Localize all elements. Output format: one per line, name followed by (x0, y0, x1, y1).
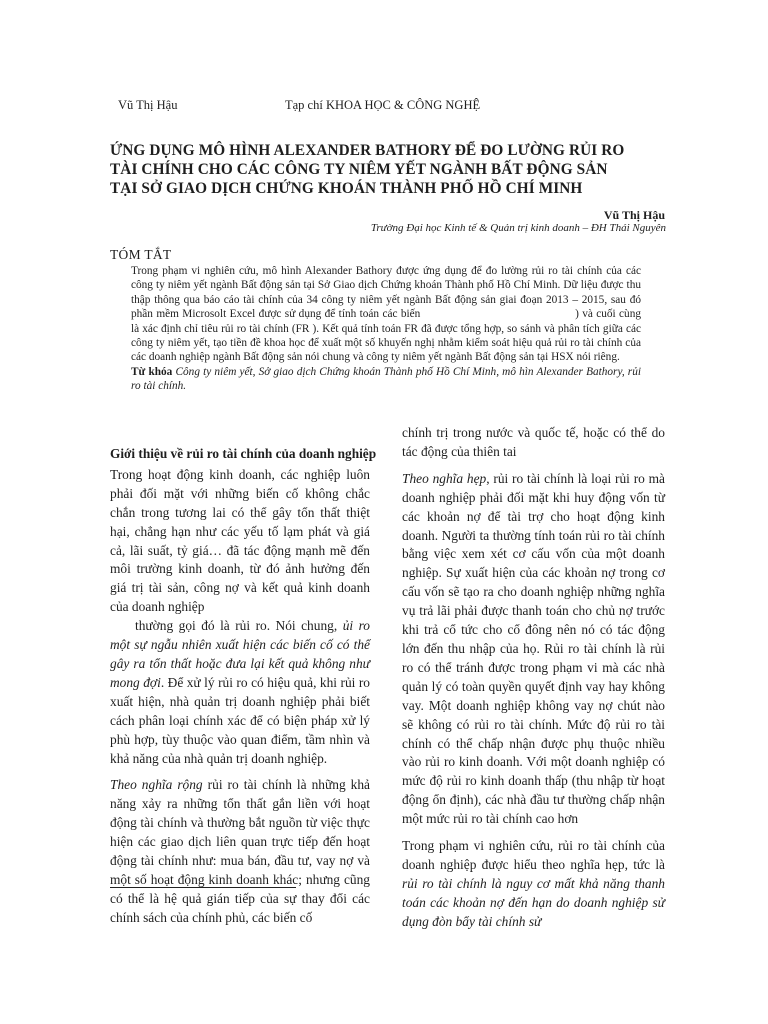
right-p2-italic: Theo nghĩa hẹp (402, 470, 487, 486)
left-column (110, 445, 377, 928)
title-line-1: ỨNG DỤNG MÔ HÌNH ALEXANDER BATHORY ĐỂ ĐO LƯỜNG RỦI RO (110, 142, 625, 159)
title-line-3: TẠI SỞ GIAO DỊCH CHỨNG KHOÁN THÀNH PHỐ HỒ CHÍ MINH (110, 180, 583, 197)
left-p2-text-a: thường gọi đó là rủi ro. Nói chung, (135, 618, 338, 634)
footnote-rule (110, 887, 296, 888)
right-p2-text: , rủi ro tài chính là loại rủi ro mà doanh nghiệp phải đối mặt khi huy động vốn từ các khoản nợ để tài trợ cho hoạt động kinh doanh. Người ta thường tính toán rủi ro tài chính bằng việc xem xét cơ cấu vốn của một doanh nghiệp. Sự xuất hiện của các khoản nợ trong cơ cấu vốn sẽ tạo ra cho doanh nghiệp những nghĩa vụ trả lãi phải được thanh toán cho chủ nợ trước khi trả cổ tức cho cổ đông nên nó có tác động lớn đến thu nhập của họ. Rủi ro tài chính là rủi ro có thể tránh được trong phạm vi mà các nhà quản lý có toàn quyền quyết định vay hay không vay. Một doanh nghiệp không vay nợ chút nào sẽ không có rủi ro tài chính. Mức độ rủi ro tài chính có thể chấp nhận được phụ thuộc nhiều vào rủi ro kinh doanh. Với một doanh nghiệp có mức độ rủi ro kinh doanh thấp (thu nhập từ hoạt động ổn định), các nhà đầu tư thường chấp nhận một mức rủi ro tài chính cao hơn (402, 470, 666, 827)
right-p3-italic: rủi ro tài chính là nguy cơ mất khả năng thanh toán các khoản nợ đến hạn do doanh nghiệp sử dụng đòn bẩy tài chính sử (402, 875, 665, 929)
left-paragraph-2 (110, 617, 370, 768)
left-p3-italic: Theo nghĩa rộng (110, 777, 203, 793)
left-p3-text: rủi ro tài chính là những khả năng xảy ra những tổn thất gắn liền với hoạt động tài chính và thường bắt nguồn từ việc thực hiện các giao dịch liên quan trực tiếp đến hoạt động tài chính như: mua bán, đầu tư, vay nợ và một số hoạt động kinh doanh khác; nhưng cũng có thể là hệ quả gián tiếp của sự thay đổi các chính sách của chính phủ, các biến cố (110, 777, 371, 925)
abstract-heading: TÓM TẮT (110, 247, 172, 262)
left-p2-italic: ủi ro một sự ngẫu nhiên xuất hiện các biến cố có thể gây ra tổn thất hoặc đưa lại kết quả không như mong đợi (110, 618, 370, 690)
abstract-text-b: ) và cuối cùng là xác định chỉ tiêu rủi ro tài chính (FR ). Kết quả tính toán FR đã được tổng hợp, so sánh và phân tích giữa các công ty niêm yết, tạo tiền đề khoa học để xuất một số khuyến nghị nhằm kiểm soát hiệu quả rủi ro tài chính của các doanh nghiệp ngành Bất động sản nói chung và công ty niêm yết ngành Bất động sản tại HSX nói riêng. (131, 308, 642, 364)
right-p3-text: Trong phạm vi nghiên cứu, rủi ro tài chính của doanh nghiệp được hiểu theo nghĩa hẹp, tức là (402, 838, 665, 872)
running-header-author: Vũ Thị Hậu (118, 98, 178, 112)
author-affiliation: Trường Đại học Kinh tế & Quản trị kinh doanh – ĐH Thái Nguyên (370, 222, 666, 234)
keywords-text: Công ty niêm yết, Sở giao dịch Chứng khoán Thành phố Hồ Chí Minh, mô hìn Alexander Bathory, rủi ro tài chính. (131, 365, 641, 393)
paper-title (110, 141, 670, 198)
left-paragraph-1: Trong hoạt động kinh doanh, các nghiệp luôn phải đối mặt với những biến cố không chắc chắn trong tương lai có thể gây tổn thất thiệt hại, chẳng hạn như các yếu tố lạm phát và giá cả, lãi suất, tỷ giá… đã tác động mạnh mẽ đến môi trường kinh doanh, từ đó ảnh hưởng đến giá trị tài sản, công nợ và kết quả kinh doanh của doanh nghiệp (110, 466, 370, 615)
section-heading: Giới thiệu về rủi ro tài chính của doanh nghiệp (110, 446, 377, 461)
abstract-text-a: Trong phạm vi nghiên cứu, mô hình Alexander Bathory được ứng dụng để đo lường rủi ro tài chính của các công ty niêm yết ngành Bất động sản tại Sở Giao dịch Chứng khoán Thành phố Hồ Chí Minh. Dữ liệu được thu thập thông qua báo cáo tài chính của 34 công ty niêm yết ngành Bất động sản giai đoạn 2013 – 2015, sau đó phần mềm Microsolt Excel được sử dụng để tính toán các biến (131, 265, 641, 321)
keywords-label: Từ khóa (131, 365, 173, 378)
right-paragraph-2 (402, 470, 665, 829)
abstract-body (131, 264, 641, 394)
right-column (402, 424, 665, 932)
right-paragraph-3 (402, 837, 665, 932)
running-header-journal: Tạp chí KHOA HỌC & CÔNG NGHỆ (285, 98, 481, 112)
author-name: Vũ Thị Hậu (603, 208, 665, 222)
left-p2-text-b: . Để xử lý rủi ro có hiệu quả, khi rủi ro xuất hiện, nhà quản trị doanh nghiệp phải biết cách phân loại chính xác để có biện pháp xử lý phù hợp, tùy thuộc vào quan điểm, tầm nhìn và khả năng của nhà quản trị doanh nghiệp. (110, 674, 371, 766)
left-paragraph-3 (110, 776, 370, 927)
title-line-2: TÀI CHÍNH CHO CÁC CÔNG TY NIÊM YẾT NGÀNH BẤT ĐỘNG SẢN (110, 161, 608, 178)
right-paragraph-1: chính trị trong nước và quốc tế, hoặc có thể do tác động của thiên tai (402, 425, 665, 459)
